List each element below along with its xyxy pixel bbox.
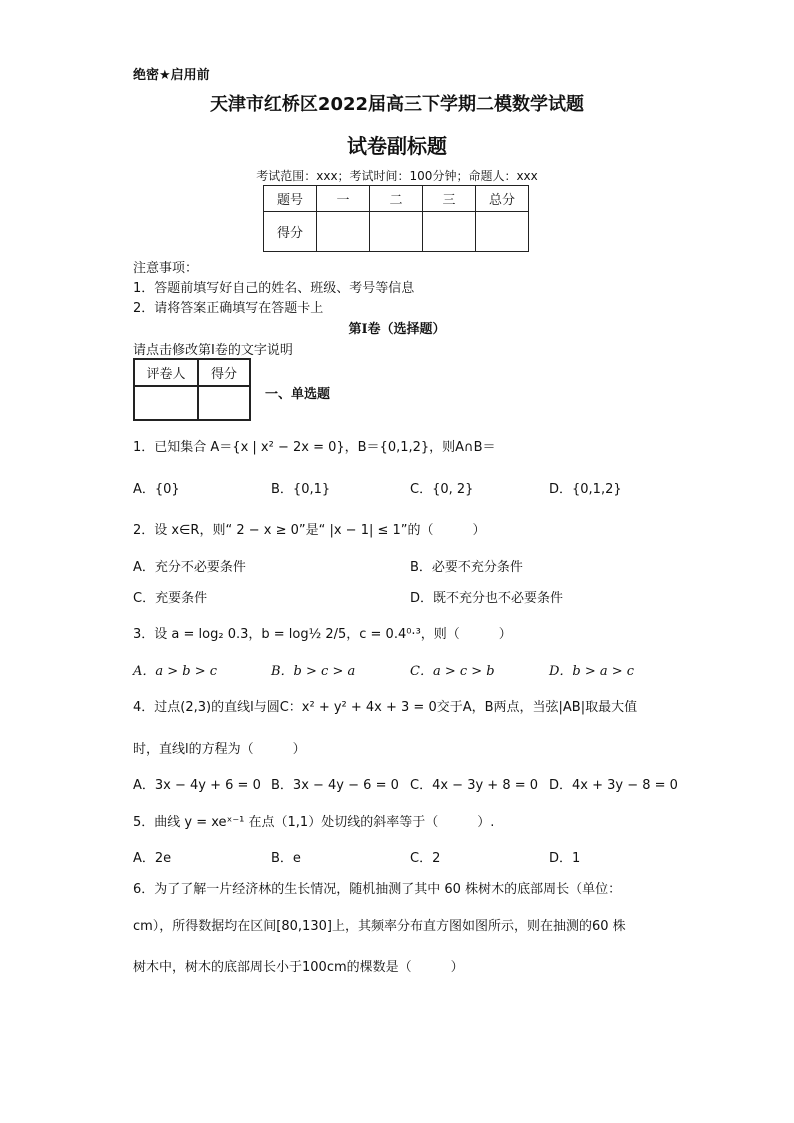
option-b[interactable]: B．{0,1} xyxy=(271,482,331,497)
question-stem: 2．设 x∈R，则“ 2 − x ≥ 0”是“ |x − 1| ≤ 1”的（ ） xyxy=(133,523,486,538)
option-b[interactable]: B．e xyxy=(271,851,301,866)
question-stem-continued: cm），所得数据均在区间[80,130]上，其频率分布直方图如图所示，则在抽测的60 株 xyxy=(133,919,626,934)
option-d[interactable]: D．1 xyxy=(549,851,581,866)
notes-item: 2．请将答案正确填写在答题卡上 xyxy=(133,301,324,316)
part-instruction: 请点击修改第I卷的文字说明 xyxy=(133,343,293,358)
option-b[interactable]: B．3x − 4y − 6 = 0 xyxy=(271,778,399,793)
option-c[interactable]: C．充要条件 xyxy=(133,591,208,606)
option-d[interactable]: D．既不充分也不必要条件 xyxy=(410,591,564,606)
score-header-cell: 题号 xyxy=(264,186,317,212)
option-c[interactable]: C．a > c > b xyxy=(410,664,495,679)
option-d[interactable]: D．4x + 3y − 8 = 0 xyxy=(549,778,678,793)
option-d[interactable]: D．b > a > c xyxy=(549,664,635,679)
notes-item: 1．答题前填写好自己的姓名、班级、考号等信息 xyxy=(133,281,415,296)
grader-cell[interactable] xyxy=(134,386,198,420)
grader-header: 评卷人 xyxy=(134,359,198,386)
question-stem: 3．设 a = log₂ 0.3，b = log½ 2/5，c = 0.4⁰·³，则（ ） xyxy=(133,627,512,642)
score-cell[interactable] xyxy=(423,212,476,252)
confidential-label: 绝密★启用前 xyxy=(133,68,210,83)
option-b[interactable]: B．必要不充分条件 xyxy=(410,560,523,575)
score-header-cell: 总分 xyxy=(476,186,529,212)
score-header-cell: 二 xyxy=(370,186,423,212)
score-row-label: 得分 xyxy=(264,212,317,252)
option-c[interactable]: C．{0, 2} xyxy=(410,482,474,497)
score-cell[interactable] xyxy=(317,212,370,252)
part-title: 第Ⅰ卷（选择题） xyxy=(348,322,446,337)
section-title: 一、单选题 xyxy=(265,387,331,402)
question-stem: 5．曲线 y = xeˣ⁻¹ 在点（1,1）处切线的斜率等于（ ）. xyxy=(133,815,495,830)
option-b[interactable]: B．b > c > a xyxy=(271,664,356,679)
grader-header: 得分 xyxy=(198,359,250,386)
option-a[interactable]: A．2e xyxy=(133,851,172,866)
exam-info: 考试范围：xxx；考试时间：100分钟；命题人：xxx xyxy=(256,169,538,183)
option-d[interactable]: D．{0,1,2} xyxy=(549,482,622,497)
exam-title: 天津市红桥区2022届高三下学期二模数学试题 xyxy=(209,94,585,115)
option-c[interactable]: C．2 xyxy=(410,851,441,866)
question-stem: 4．过点(2,3)的直线l与圆C：x² + y² + 4x + 3 = 0交于A，B两点，当弦|AB|取最大值 xyxy=(133,700,638,715)
score-header-cell: 三 xyxy=(423,186,476,212)
notes-heading: 注意事项： xyxy=(133,261,199,276)
option-a[interactable]: A．3x − 4y + 6 = 0 xyxy=(133,778,261,793)
grader-table xyxy=(133,358,251,421)
exam-subtitle: 试卷副标题 xyxy=(347,134,447,158)
grader-cell[interactable] xyxy=(198,386,250,420)
score-cell[interactable] xyxy=(476,212,529,252)
score-header-cell: 一 xyxy=(317,186,370,212)
score-cell[interactable] xyxy=(370,212,423,252)
question-stem-continued: 树木中，树木的底部周长小于100cm的棵数是（ ） xyxy=(133,960,464,975)
option-a[interactable]: A．充分不必要条件 xyxy=(133,560,246,575)
option-a[interactable]: A．{0} xyxy=(133,482,180,497)
score-table xyxy=(263,185,529,252)
option-a[interactable]: A．a > b > c xyxy=(133,664,218,679)
question-stem: 6．为了了解一片经济林的生长情况，随机抽测了其中 60 株树木的底部周长（单位： xyxy=(133,882,622,897)
option-c[interactable]: C．4x − 3y + 8 = 0 xyxy=(410,778,539,793)
question-stem: 1．已知集合 A＝{x | x² − 2x = 0}，B＝{0,1,2}，则A∩B＝ xyxy=(133,440,496,455)
question-stem-continued: 时，直线l的方程为（ ） xyxy=(133,742,306,757)
